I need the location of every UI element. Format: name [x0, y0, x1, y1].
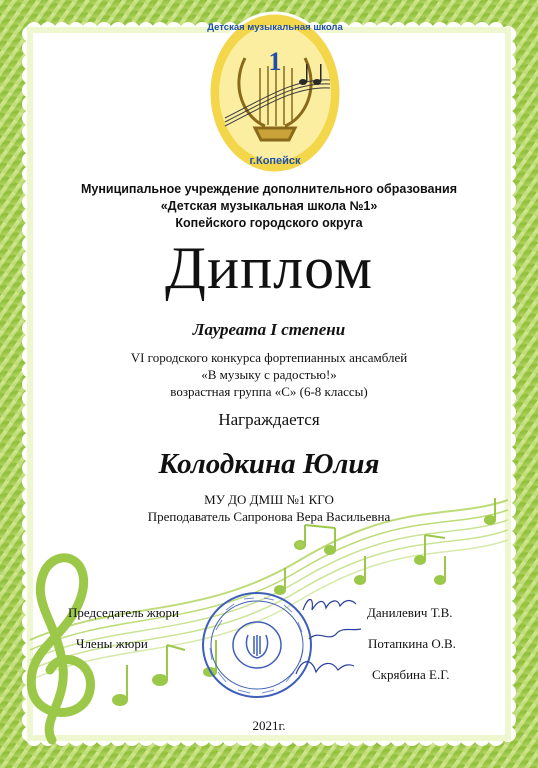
contest-line-2: «В музыку с радостью!» — [201, 367, 337, 382]
official-stamp — [200, 590, 315, 700]
signature-member-2 — [292, 652, 358, 682]
signature-chair — [300, 592, 360, 618]
contest-line-3: возрастная группа «С» (6-8 классы) — [170, 384, 368, 399]
contest-line-1: VI городского конкурса фортепианных ансамблей — [130, 350, 408, 365]
header-line-2: «Детская музыкальная школа №1» — [160, 199, 378, 213]
diploma-title: Диплом — [165, 235, 373, 301]
logo-city: г.Копейск — [249, 155, 301, 167]
signature-member-1 — [305, 623, 365, 647]
laureate-degree: Лауреата I степени — [192, 320, 346, 339]
recipient-teacher: Преподаватель Сапронова Вера Васильевна — [147, 509, 391, 524]
jury-member-2: Скрябина Е.Г. — [372, 667, 450, 682]
header-line-1: Муниципальное учреждение дополнительного образования — [80, 182, 458, 196]
year: 2021г. — [252, 718, 286, 733]
logo-arc-text: Детская музыкальная школа — [207, 22, 343, 33]
header-line-3: Копейского городского округа — [175, 216, 363, 230]
recipient-name: Колодкина Юлия — [158, 448, 380, 480]
jury-members-label: Члены жюри — [76, 636, 148, 651]
jury-chair-name: Данилевич Т.В. — [367, 605, 453, 620]
recipient-school: МУ ДО ДМШ №1 КГО — [204, 492, 334, 507]
jury-chair-label: Председатель жюри — [68, 605, 179, 620]
awarded-label: Награждается — [218, 410, 320, 429]
school-logo — [205, 8, 345, 178]
jury-member-1: Потапкина О.В. — [368, 636, 456, 651]
logo-number: 1 — [268, 47, 282, 76]
